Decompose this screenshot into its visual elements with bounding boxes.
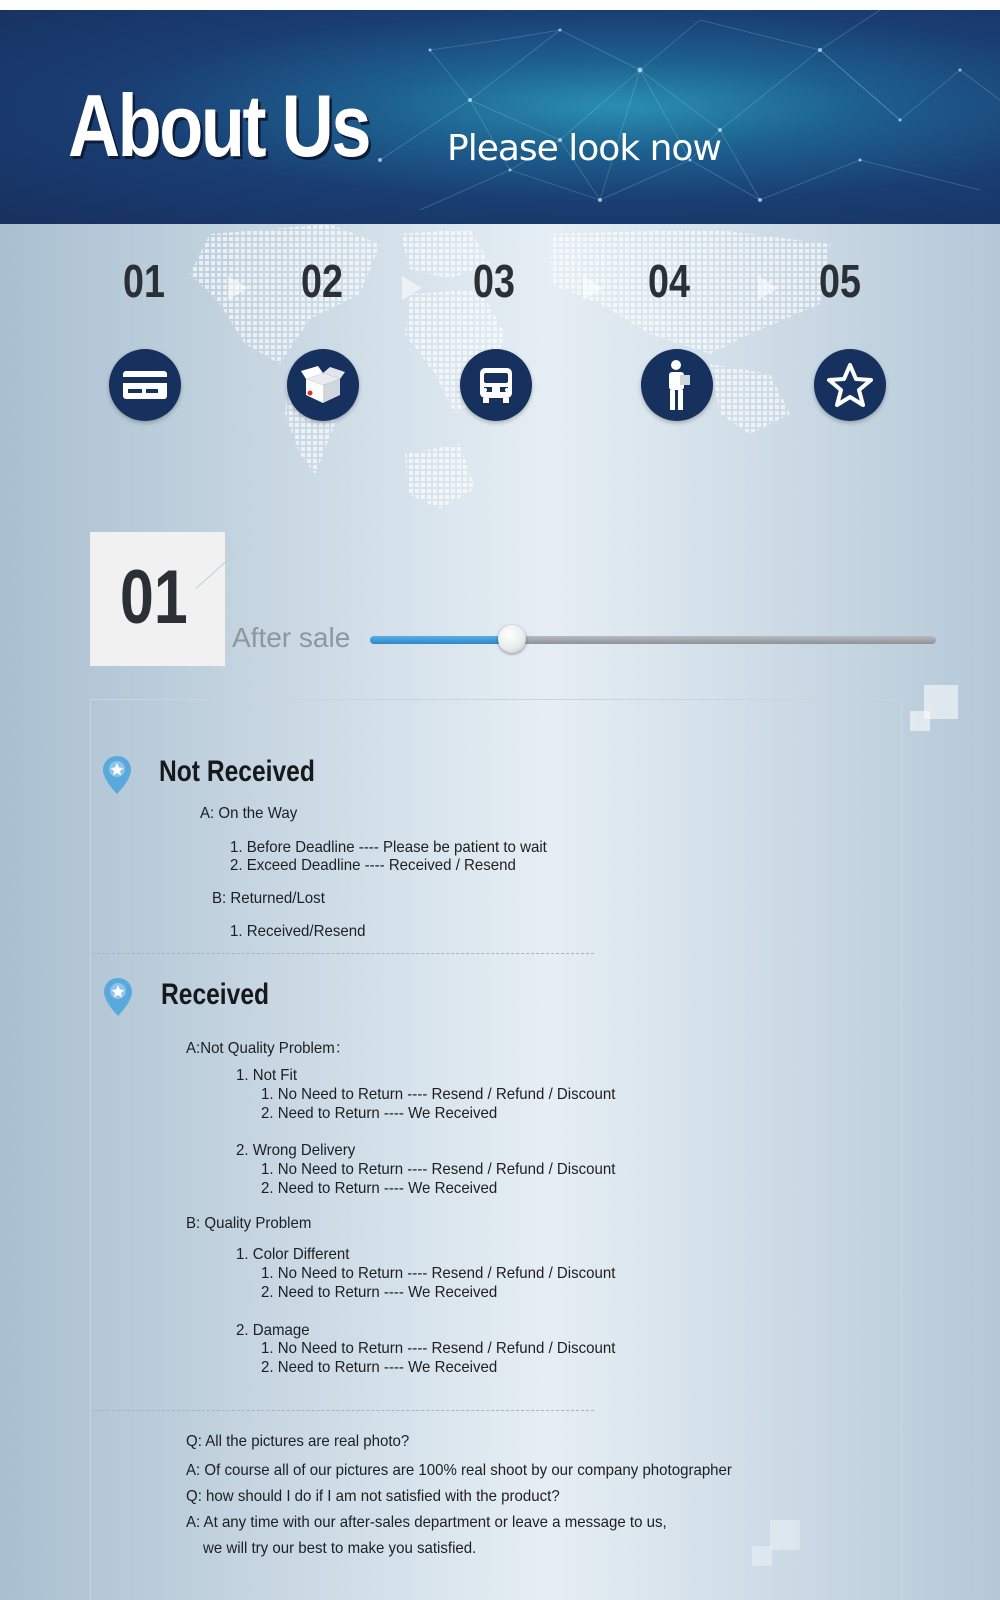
list-item: 1. No Need to Return ---- Resend / Refund / Discount [261, 1265, 616, 1282]
step-number-05: 05 [819, 255, 861, 307]
decor-square [752, 1546, 772, 1566]
returned-lost-label: B: Returned/Lost [212, 890, 325, 907]
step-icon-01 [109, 349, 181, 421]
faq-answer-continued: we will try our best to make you satisfied. [203, 1540, 477, 1557]
list-item: 2. Need to Return ---- We Received [261, 1359, 498, 1376]
not-quality-problem-label: A:Not Quality Problem： [186, 1040, 350, 1057]
decor-square [770, 1520, 800, 1550]
list-item: 2. Wrong Delivery [236, 1142, 356, 1159]
about-us-banner [0, 10, 1000, 224]
step-number-01: 01 [123, 255, 165, 307]
step-number-03: 03 [473, 255, 515, 307]
section-number-box [90, 532, 225, 666]
step-icon-02 [287, 349, 359, 421]
list-item: 1. No Need to Return ---- Resend / Refund / Discount [261, 1086, 616, 1103]
step-arrow-icon [402, 276, 422, 300]
delivery-truck-icon [475, 364, 517, 406]
quality-problem-label: B: Quality Problem [186, 1215, 312, 1232]
step-number-02: 02 [301, 255, 343, 307]
delivery-person-icon [662, 359, 692, 411]
list-item: 2. Need to Return ---- We Received [261, 1284, 498, 1301]
credit-card-icon [122, 369, 168, 401]
received-heading: Received [161, 978, 270, 1011]
step-arrow-icon [583, 276, 603, 300]
banner-title: About Us [68, 76, 369, 175]
list-item: 2. Exceed Deadline ---- Received / Resend [230, 857, 516, 874]
step-arrow-icon [228, 276, 248, 300]
step-number-04: 04 [648, 255, 690, 307]
list-item: 2. Damage [236, 1322, 310, 1339]
section-label: After sale [232, 622, 351, 653]
faq-question: Q: how should I do if I am not satisfied with the product? [186, 1488, 560, 1505]
decor-square [910, 711, 930, 731]
location-pin-icon [102, 755, 132, 795]
section-number: 01 [120, 555, 188, 640]
not-received-heading: Not Received [159, 755, 315, 788]
list-item: 2. Need to Return ---- We Received [261, 1180, 498, 1197]
faq-answer: A: At any time with our after-sales department or leave a message to us, [186, 1514, 667, 1531]
step-arrow-icon [758, 276, 778, 300]
dotted-divider [92, 953, 594, 954]
star-icon [826, 362, 874, 408]
step-icon-04 [641, 349, 713, 421]
faq-answer: A: Of course all of our pictures are 100% real shoot by our company photographer [186, 1462, 732, 1479]
top-margin [0, 0, 1000, 10]
open-box-icon [300, 365, 346, 405]
list-item: 1. Color Different [236, 1246, 350, 1263]
progress-slider-fill [370, 636, 512, 644]
list-item: 1. Not Fit [236, 1067, 298, 1084]
list-item: 1. No Need to Return ---- Resend / Refund / Discount [261, 1161, 616, 1178]
list-item: 1. Before Deadline ---- Please be patient to wait [230, 839, 547, 856]
progress-slider-thumb[interactable] [498, 625, 526, 653]
list-item: 1. Received/Resend [230, 923, 366, 940]
step-icon-03 [460, 349, 532, 421]
list-item: 2. Need to Return ---- We Received [261, 1105, 498, 1122]
dotted-divider [92, 1410, 594, 1411]
location-pin-icon [103, 977, 133, 1017]
banner-subtitle: Please look now [447, 128, 721, 169]
on-the-way-label: A: On the Way [200, 805, 298, 822]
faq-question: Q: All the pictures are real photo? [186, 1433, 410, 1450]
list-item: 1. No Need to Return ---- Resend / Refund / Discount [261, 1340, 616, 1357]
step-icon-05 [814, 349, 886, 421]
